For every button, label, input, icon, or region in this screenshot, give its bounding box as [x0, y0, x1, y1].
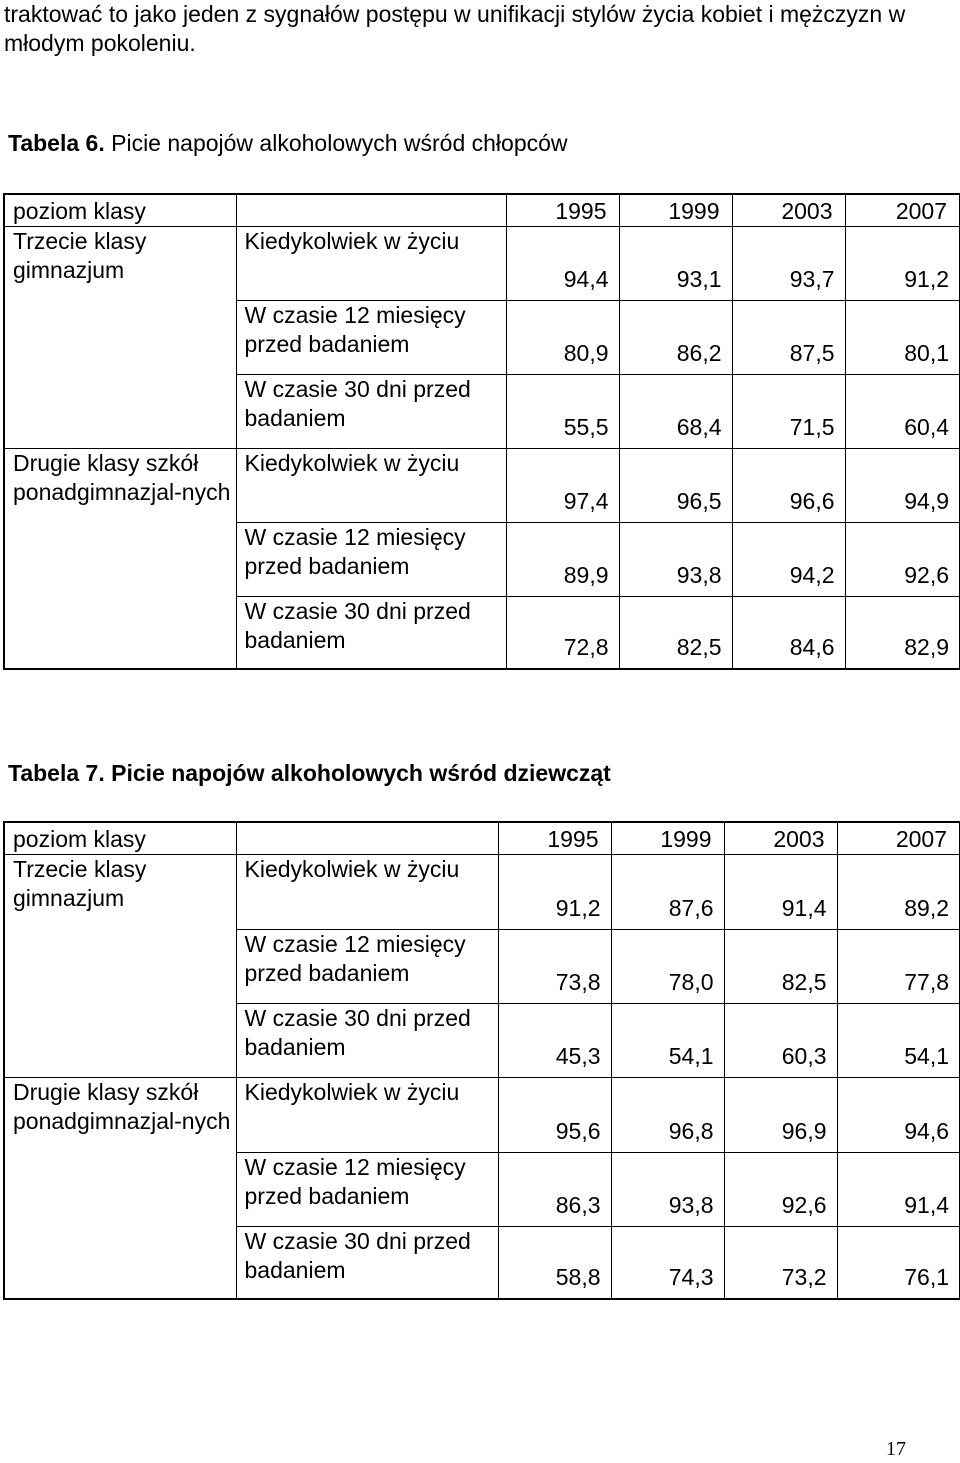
intro-paragraph: traktować to jako jeden z sygnałów postępu w unifikacji stylów życia kobiet i mężczyzn w młodym pokoleniu.	[4, 1, 906, 56]
value-cell: 73,2	[724, 1227, 837, 1299]
header-measure	[236, 194, 506, 227]
value-cell: 86,3	[498, 1152, 611, 1226]
value-cell: 93,1	[619, 227, 732, 301]
value-cell: 94,4	[506, 227, 619, 301]
measure-label: W czasie 30 dni przed badaniem	[236, 1003, 498, 1077]
group-level: Trzecie klasy gimnazjum	[4, 855, 236, 1078]
measure-label: W czasie 30 dni przed badaniem	[236, 1227, 498, 1299]
header-year: 2007	[845, 194, 960, 227]
header-level: poziom klasy	[4, 194, 236, 227]
value-cell: 60,3	[724, 1003, 837, 1077]
value-cell: 96,6	[732, 449, 845, 523]
value-cell: 93,7	[732, 227, 845, 301]
value-cell: 91,2	[845, 227, 960, 301]
value-cell: 60,4	[845, 375, 960, 449]
value-cell: 89,9	[506, 523, 619, 597]
table7-label: Tabela 7.	[8, 760, 105, 786]
value-cell: 82,9	[845, 597, 960, 669]
header-row	[4, 822, 960, 855]
table6-caption	[8, 130, 568, 157]
measure-label: W czasie 12 miesięcy przed badaniem	[236, 929, 498, 1003]
value-cell: 94,6	[837, 1078, 960, 1152]
value-cell: 94,2	[732, 523, 845, 597]
value-cell: 78,0	[611, 929, 724, 1003]
measure-label: W czasie 30 dni przed badaniem	[236, 375, 506, 449]
header-year: 2003	[724, 822, 837, 855]
value-cell: 96,9	[724, 1078, 837, 1152]
value-cell: 54,1	[611, 1003, 724, 1077]
value-cell: 84,6	[732, 597, 845, 669]
header-year: 1995	[506, 194, 619, 227]
table-row	[4, 449, 960, 523]
page-number: 17	[886, 1438, 906, 1460]
header-year: 1995	[498, 822, 611, 855]
header-measure	[236, 822, 498, 855]
table7-title: Picie napojów alkoholowych wśród dziewcząt	[111, 760, 611, 786]
measure-label: W czasie 12 miesięcy przed badaniem	[236, 523, 506, 597]
table6	[3, 193, 960, 670]
measure-label: Kiedykolwiek w życiu	[236, 1078, 498, 1152]
value-cell: 87,6	[611, 855, 724, 929]
value-cell: 91,4	[837, 1152, 960, 1226]
group-level: Drugie klasy szkół ponadgimnazjal-nych	[4, 449, 236, 669]
header-year: 1999	[619, 194, 732, 227]
value-cell: 82,5	[724, 929, 837, 1003]
value-cell: 93,8	[611, 1152, 724, 1226]
value-cell: 55,5	[506, 375, 619, 449]
value-cell: 91,2	[498, 855, 611, 929]
value-cell: 71,5	[732, 375, 845, 449]
measure-label: Kiedykolwiek w życiu	[236, 855, 498, 929]
measure-label: W czasie 12 miesięcy przed badaniem	[236, 1152, 498, 1226]
value-cell: 95,6	[498, 1078, 611, 1152]
value-cell: 72,8	[506, 597, 619, 669]
value-cell: 76,1	[837, 1227, 960, 1299]
header-year: 1999	[611, 822, 724, 855]
value-cell: 97,4	[506, 449, 619, 523]
measure-label: Kiedykolwiek w życiu	[236, 227, 506, 301]
value-cell: 80,9	[506, 301, 619, 375]
value-cell: 73,8	[498, 929, 611, 1003]
value-cell: 92,6	[845, 523, 960, 597]
value-cell: 92,6	[724, 1152, 837, 1226]
value-cell: 86,2	[619, 301, 732, 375]
value-cell: 80,1	[845, 301, 960, 375]
value-cell: 58,8	[498, 1227, 611, 1299]
value-cell: 93,8	[619, 523, 732, 597]
table-row	[4, 1078, 960, 1152]
value-cell: 54,1	[837, 1003, 960, 1077]
value-cell: 68,4	[619, 375, 732, 449]
measure-label: W czasie 12 miesięcy przed badaniem	[236, 301, 506, 375]
table6-label: Tabela 6.	[8, 130, 105, 156]
measure-label: W czasie 30 dni przed badaniem	[236, 597, 506, 669]
header-year: 2003	[732, 194, 845, 227]
value-cell: 82,5	[619, 597, 732, 669]
table-row	[4, 227, 960, 301]
value-cell: 89,2	[837, 855, 960, 929]
table7	[3, 821, 960, 1300]
header-row	[4, 194, 960, 227]
value-cell: 96,5	[619, 449, 732, 523]
value-cell: 94,9	[845, 449, 960, 523]
group-level: Drugie klasy szkół ponadgimnazjal-nych	[4, 1078, 236, 1299]
table-row	[4, 855, 960, 929]
measure-label: Kiedykolwiek w życiu	[236, 449, 506, 523]
value-cell: 74,3	[611, 1227, 724, 1299]
value-cell: 96,8	[611, 1078, 724, 1152]
value-cell: 91,4	[724, 855, 837, 929]
table6-title: Picie napojów alkoholowych wśród chłopców	[111, 130, 568, 156]
header-level: poziom klasy	[4, 822, 236, 855]
group-level: Trzecie klasy gimnazjum	[4, 227, 236, 449]
header-year: 2007	[837, 822, 960, 855]
value-cell: 87,5	[732, 301, 845, 375]
value-cell: 77,8	[837, 929, 960, 1003]
value-cell: 45,3	[498, 1003, 611, 1077]
table7-caption	[8, 760, 611, 787]
